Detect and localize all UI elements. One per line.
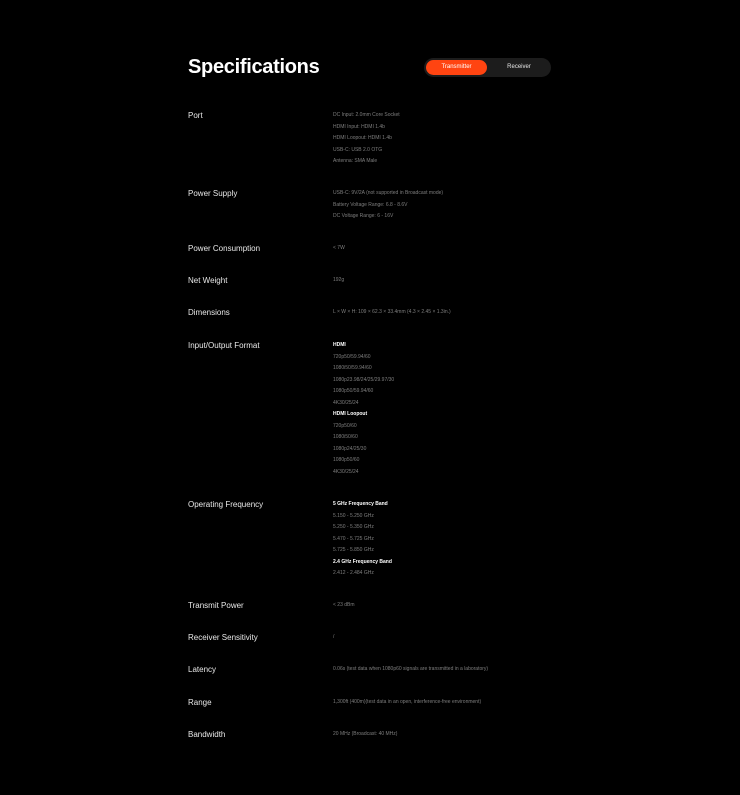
spec-values xyxy=(333,191,568,226)
spec-label: Transmit Power xyxy=(188,601,244,610)
spec-value: 5.150 - 5.250 GHz xyxy=(333,512,374,519)
spec-values xyxy=(333,343,568,481)
spec-label: Dimensions xyxy=(188,308,230,317)
spec-value: Antenna: SMA Male xyxy=(333,158,378,164)
tab-receiver[interactable]: Receiver xyxy=(507,64,531,70)
spec-value: / xyxy=(333,634,335,640)
spec-value: 5.250 - 5.350 GHz xyxy=(333,524,374,530)
spec-label: Bandwidth xyxy=(188,730,226,739)
spec-value: 5.725 - 5.850 GHz xyxy=(333,547,374,553)
spec-values xyxy=(333,700,568,712)
spec-value: 1080i50/59.94/60 xyxy=(333,365,372,371)
spec-value: USB-C: 9V/2A (not supported in Broadcast mode) xyxy=(333,190,444,196)
spec-value: HDMI Loopout: HDMI 1.4b xyxy=(333,135,392,141)
spec-value: Battery Voltage Range: 6.8 - 8.6V xyxy=(333,201,408,208)
spec-value: 4K30/25/24 xyxy=(333,399,359,406)
tab-switch xyxy=(424,58,551,77)
spec-values xyxy=(333,603,568,615)
spec-subheading-hdmi-loopout: HDMI Loopout xyxy=(333,411,368,417)
spec-label: Port xyxy=(188,111,203,120)
spec-values xyxy=(333,667,568,679)
spec-values xyxy=(333,635,568,647)
spec-value: 720p50/60 xyxy=(333,422,357,429)
spec-values xyxy=(333,310,568,322)
spec-value: < 7W xyxy=(333,245,345,251)
spec-value: HDMI Input: HDMI 1.4b xyxy=(333,123,385,130)
spec-values xyxy=(333,113,568,171)
spec-value: L × W × H: 109 × 62.3 × 33.4mm (4.3 × 2.45 × 1.3in.) xyxy=(333,309,451,315)
spec-subheading-5ghz: 5 GHz Frequency Band xyxy=(333,501,388,507)
spec-value: USB-C: USB 2.0 OTG xyxy=(333,146,383,153)
spec-values xyxy=(333,502,568,583)
spec-value: 20 MHz (Broadcast: 40 MHz) xyxy=(333,731,398,737)
tab-transmitter[interactable]: Transmitter xyxy=(426,60,487,75)
spec-value: < 23 dBm xyxy=(333,602,355,608)
spec-value: 0.06s (test data when 1080p60 signals are transmitted in a laboratory) xyxy=(333,666,489,672)
spec-label: Net Weight xyxy=(188,276,228,285)
page-title: Specifications xyxy=(188,56,320,78)
spec-value: 1080i50/60 xyxy=(333,434,358,440)
spec-label: Receiver Sensitivity xyxy=(188,633,258,642)
spec-value: 1080p24/25/30 xyxy=(333,445,367,452)
spec-label: Power Supply xyxy=(188,189,238,198)
spec-value: 1,300ft (400m)(test data in an open, interference-free environment) xyxy=(333,699,482,705)
spec-subheading-hdmi: HDMI xyxy=(333,342,346,348)
spec-value: 1080p50/59.94/60 xyxy=(333,388,374,394)
spec-values xyxy=(333,246,568,258)
spec-label: Range xyxy=(188,698,212,707)
spec-value: 4K30/25/24 xyxy=(333,468,359,475)
spec-label: Latency xyxy=(188,665,217,674)
spec-label: Input/Output Format xyxy=(188,341,260,350)
spec-subheading-2-4ghz: 2.4 GHz Frequency Band xyxy=(333,558,392,565)
spec-label: Power Consumption xyxy=(188,244,261,253)
spec-value: DC Input: 2.0mm Core Socket xyxy=(333,112,400,118)
spec-value: DC Voltage Range: 6 - 16V xyxy=(333,213,394,219)
spec-value: 1080p23.98/24/25/29.97/30 xyxy=(333,376,395,383)
spec-value: 1080p50/60 xyxy=(333,457,360,463)
spec-value: 2.412 - 2.484 GHz xyxy=(333,570,374,576)
spec-value: 720p50/59.94/60 xyxy=(333,353,371,360)
spec-value: 192g xyxy=(333,277,345,283)
spec-label: Operating Frequency xyxy=(188,500,264,509)
spec-value: 5.470 - 5.725 GHz xyxy=(333,535,374,542)
spec-values xyxy=(333,278,568,290)
spec-values xyxy=(333,732,568,744)
